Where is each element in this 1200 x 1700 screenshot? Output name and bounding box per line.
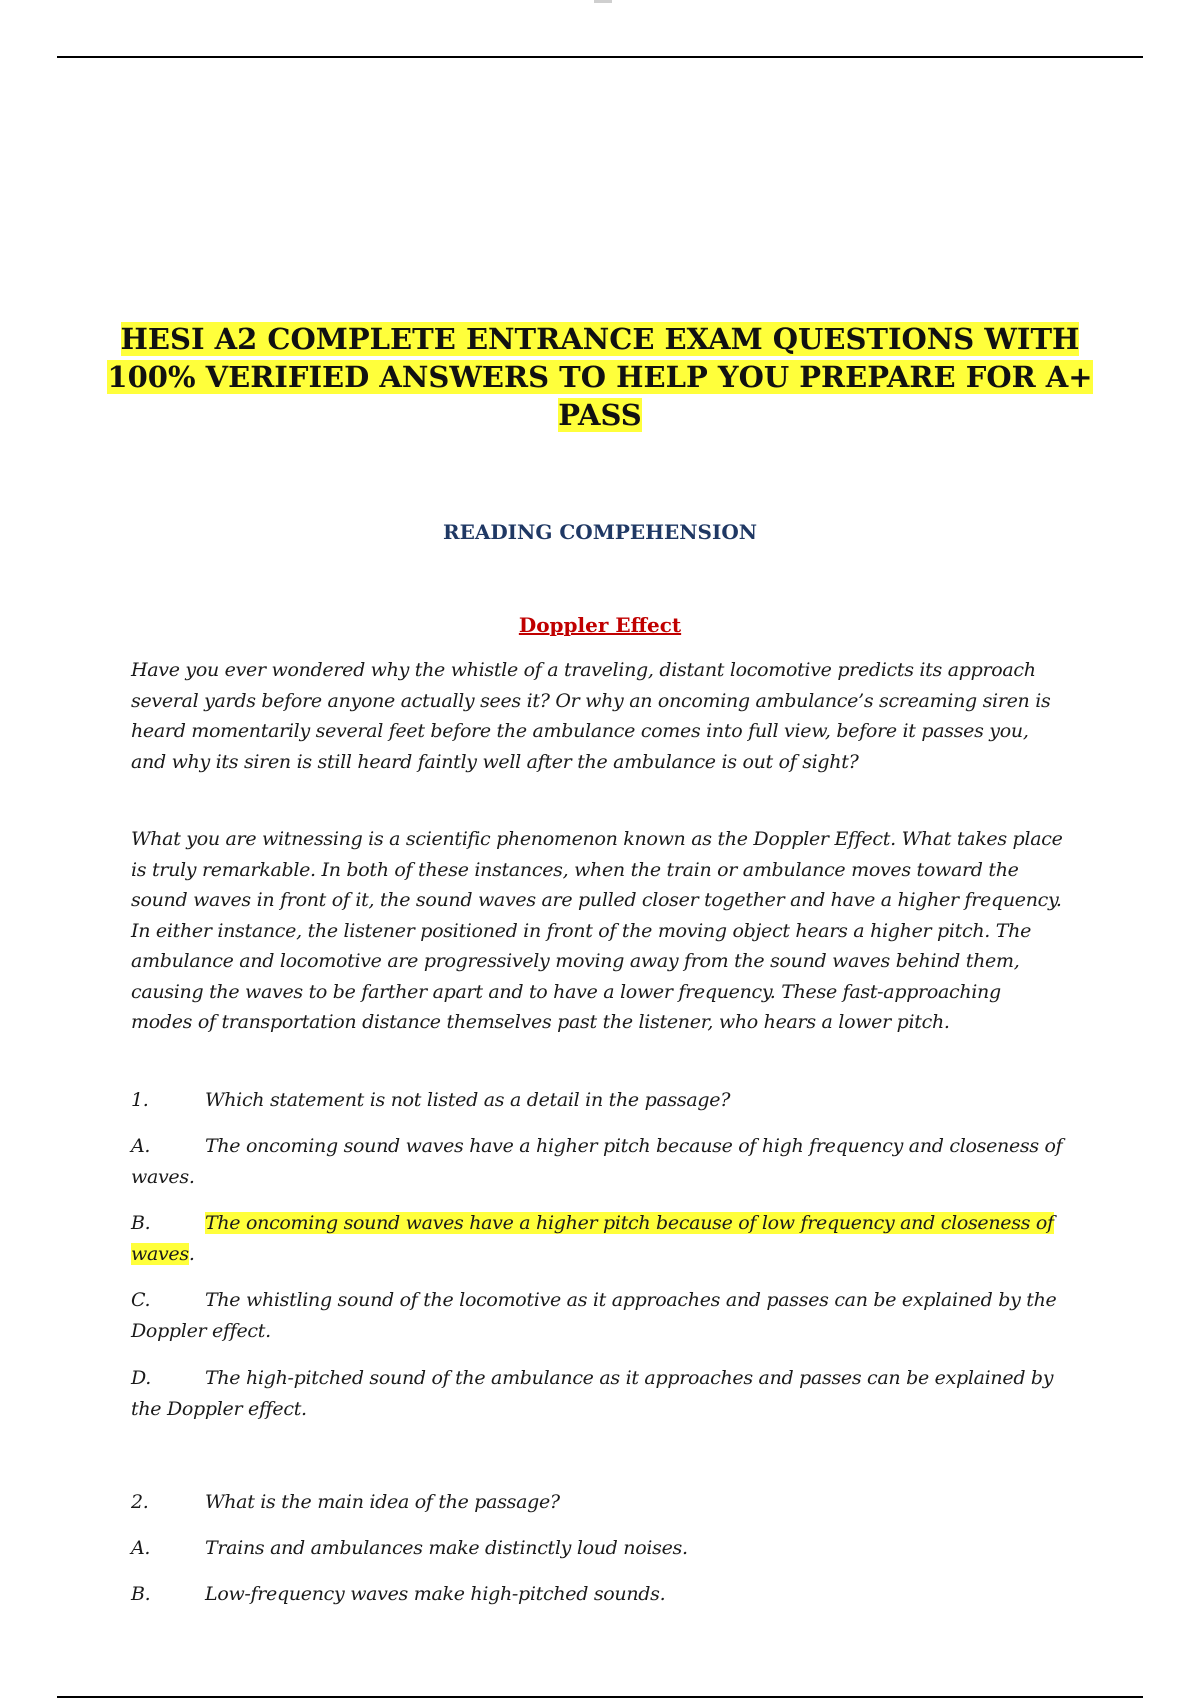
question-1-option-a [131, 1131, 1066, 1192]
option-letter: A. [131, 1135, 151, 1157]
title-line-2: 100% VERIFIED ANSWERS TO HELP YOU PREPARE FOR A+ [107, 360, 1093, 394]
question-1 [131, 1085, 1066, 1116]
highlighted-answer-text: The oncoming sound waves have a higher pitch because of low frequency and closeness of waves [131, 1212, 1054, 1265]
question-number: 2. [131, 1491, 149, 1513]
passage-title [100, 611, 1100, 639]
option-text: Trains and ambulances make distinctly loud noises. [205, 1537, 688, 1559]
title-line-3: PASS [558, 398, 642, 432]
title-line-1: HESI A2 COMPLETE ENTRANCE EXAM QUESTIONS WITH [120, 322, 1080, 356]
question-text: What is the main idea of the passage? [205, 1491, 560, 1513]
question-2 [131, 1487, 1066, 1518]
header-rule [57, 56, 1143, 58]
question-1-option-d [131, 1363, 1066, 1424]
footer-rule [57, 1696, 1143, 1698]
option-text: The whistling sound of the locomotive as it approaches and passes can be explained by the Doppler effect. [131, 1289, 1057, 1342]
question-text: Which statement is not listed as a detail in the passage? [205, 1089, 731, 1111]
page-top-mark [594, 0, 612, 3]
option-letter: D. [131, 1367, 151, 1389]
option-letter: C. [131, 1289, 151, 1311]
question-1-option-b [131, 1208, 1066, 1269]
question-number: 1. [131, 1089, 149, 1111]
option-letter: A. [131, 1537, 151, 1559]
option-letter: B. [131, 1583, 151, 1605]
option-text: The high-pitched sound of the ambulance as it approaches and passes can be explained by the Doppler effect. [131, 1367, 1054, 1420]
question-2-option-b [131, 1579, 1066, 1610]
passage-title-text: Doppler Effect [518, 613, 682, 637]
option-letter: B. [131, 1212, 151, 1234]
option-suffix: . [188, 1242, 195, 1265]
document-title [100, 320, 1100, 434]
passage-paragraph-1: Have you ever wondered why the whistle of a traveling, distant locomotive predicts its approach several yards before anyone actually sees it? Or why an oncoming ambulance’s screaming siren is heard momentarily several feet before the ambulance comes into full view, before it passes you, and why its siren is still heard faintly well after the ambulance is out of sight? [131, 659, 1051, 773]
option-text: The oncoming sound waves have a higher pitch because of high frequency and closeness of waves. [131, 1135, 1063, 1188]
question-1-option-c [131, 1285, 1066, 1346]
question-2-option-a [131, 1533, 1066, 1564]
section-heading: READING COMPEHENSION [442, 520, 758, 544]
option-text: Low-frequency waves make high-pitched sounds. [205, 1583, 666, 1605]
passage-paragraph-2: What you are witnessing is a scientific phenomenon known as the Doppler Effect. What takes place is truly remarkable. In both of these instances, when the train or ambulance moves toward the sound waves in front of it, the sound waves are pulled closer together and have a higher frequency. In either instance, the listener positioned in front of the moving object hears a higher pitch. The ambulance and locomotive are progressively moving away from the sound waves behind them, causing the waves to be farther apart and to have a lower frequency. These fast-approaching modes of transportation distance themselves past the listener, who hears a lower pitch. [131, 828, 1063, 1033]
